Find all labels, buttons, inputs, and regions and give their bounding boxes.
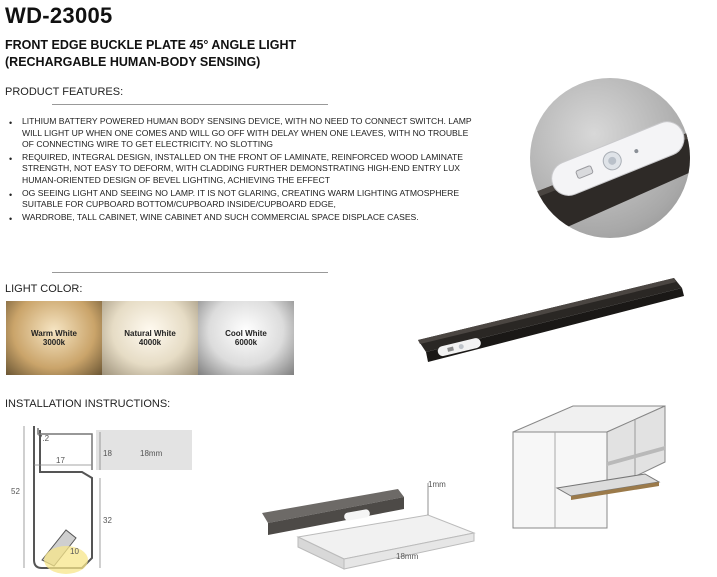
- swatch-cool-white: [198, 301, 294, 375]
- dim-18mm: 18mm: [140, 449, 163, 458]
- profile-cross-section-diagram: [4, 420, 200, 577]
- swatch-natural-white: [102, 301, 198, 375]
- product-title-line2: (RECHARGABLE HUMAN-BODY SENSING): [5, 55, 261, 69]
- feature-item: • WARDROBE, TALL CABINET, WINE CABINET AND SUCH COMMERCIAL SPACE DISPLACE CASES.: [8, 212, 476, 224]
- swatch-name: Cool White: [225, 329, 267, 338]
- divider: [52, 104, 328, 105]
- feature-item: • REQUIRED, INTEGRAL DESIGN, INSTALLED ON THE FRONT OF LAMINATE, REINFORCED WOOD LAMINATE STRENGTH, NOT EASY TO DEFORM, WITH CLADDING FURTHER DEMONSTRATING HIGH-END ENTRY LUX HUMAN-ORIENTED DESIGN OF BEVEL LIGHTING, ACHIEVING THE EFFECT: [8, 152, 476, 187]
- swatch-warm-white: [6, 301, 102, 375]
- dim-52: 52: [11, 487, 20, 496]
- light-color-swatches: [6, 301, 294, 375]
- panel-mounting-diagram: [258, 475, 480, 575]
- product-model: WD-23005: [5, 3, 113, 28]
- features-list: [8, 116, 476, 224]
- swatch-name: Natural White: [124, 329, 176, 338]
- cabinet-diagram: [505, 402, 673, 532]
- feature-item: • LITHIUM BATTERY POWERED HUMAN BODY SENSING DEVICE, WITH NO NEED TO CONNECT SWITCH. LAMP WILL LIGHT UP WHEN ONE COMES AND WILL GO OFF WITH DELAY WHEN ONE LEAVES, WITH NO TROUBLE OF CONNECTING WIRE TO GET ELECTRICITY. NO SLOTTING: [8, 116, 476, 151]
- product-title-line1: FRONT EDGE BUCKLE PLATE 45° ANGLE LIGHT: [5, 38, 297, 52]
- dim-18: 18: [103, 449, 112, 458]
- light-bar-image: [410, 270, 700, 370]
- light-color-heading: LIGHT COLOR:: [5, 283, 83, 295]
- dim-7-2: 7.2: [38, 434, 50, 443]
- sensor-closeup-image: [530, 78, 690, 238]
- dim-32: 32: [103, 516, 112, 525]
- feature-item: • OG SEEING LIGHT AND SEEING NO LAMP. IT IS NOT GLARING, CREATING WARM LIGHTING ATMOSPHERE SUITABLE FOR CUPBOARD BOTTOM/CUPBOARD INSIDE/CUPBOARD EDGE,: [8, 188, 476, 211]
- dim-1mm: 1mm: [428, 480, 446, 489]
- swatch-name: Warm White: [31, 329, 77, 338]
- dim-10: 10: [70, 547, 79, 556]
- installation-heading: INSTALLATION INSTRUCTIONS:: [5, 398, 171, 410]
- dim-18mm-panel: 18mm: [396, 552, 419, 561]
- swatch-temp: 3000k: [42, 338, 66, 347]
- swatch-temp: 4000k: [138, 338, 162, 347]
- features-heading: PRODUCT FEATURES:: [5, 86, 124, 98]
- dim-17: 17: [56, 456, 65, 465]
- swatch-temp: 6000k: [234, 338, 258, 347]
- divider: [52, 272, 328, 273]
